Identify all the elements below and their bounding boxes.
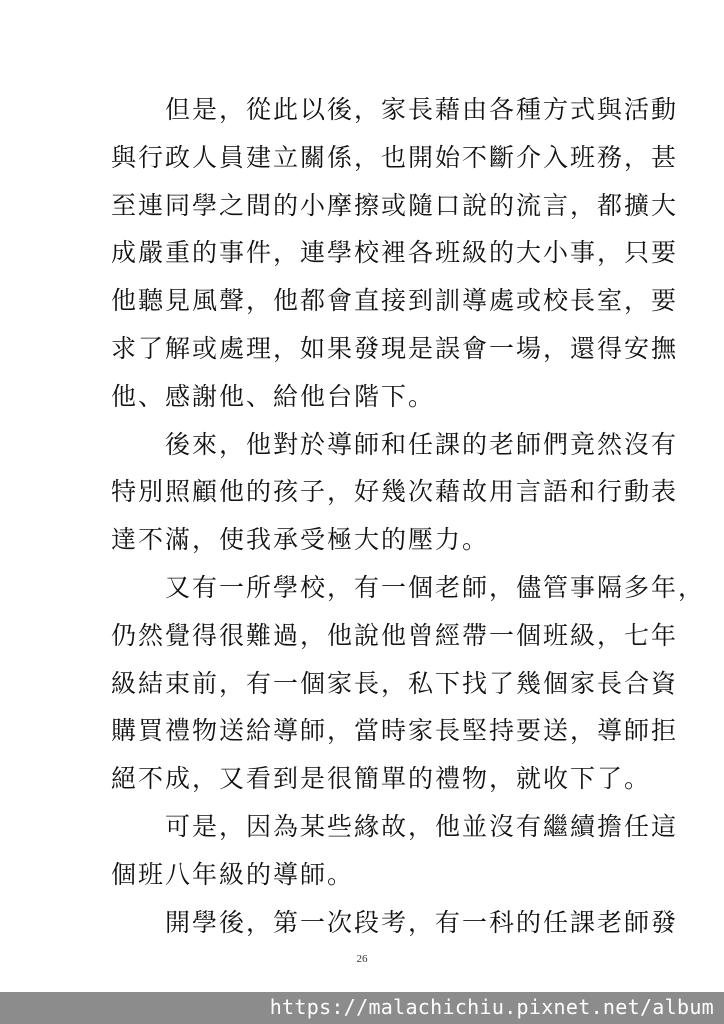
text-line: 絕不成，又看到是很簡單的禮物，就收下了。 <box>111 764 652 794</box>
body-text <box>111 86 706 946</box>
text-line: 仍然覺得很難過，他說他曾經帶一個班級，七年 <box>111 620 679 650</box>
text-line: 又有一所學校，有一個老師，儘管事隔多年， <box>111 572 706 602</box>
text-line: 至連同學之間的小摩擦或隨口說的流言，都擴大 <box>111 190 679 220</box>
text-line: 開學後，第一次段考，有一科的任課老師發 <box>111 907 679 937</box>
text-line: 與行政人員建立關係，也開始不斷介入班務，甚 <box>111 142 679 172</box>
text-line: 個班八年級的導師。 <box>111 859 355 889</box>
page-number: 26 <box>356 953 368 965</box>
text-line: 可是，因為某些緣故，他並沒有繼續擔任這 <box>111 811 679 841</box>
text-line: 達不滿，使我承受極大的壓力。 <box>111 525 490 555</box>
text-line: 他、感謝他、給他台階下。 <box>111 381 436 411</box>
watermark-bar <box>0 992 724 1024</box>
text-line: 他聽見風聲，他都會直接到訓導處或校長室，要 <box>111 286 679 316</box>
watermark-url: https://malachichiu.pixnet.net/album <box>269 995 714 1019</box>
text-line: 特別照顧他的孩子，好幾次藉故用言語和行動表 <box>111 477 679 507</box>
text-line: 但是，從此以後，家長藉由各種方式與活動 <box>111 95 679 124</box>
text-line: 成嚴重的事件，連學校裡各班級的大小事，只要 <box>111 238 679 268</box>
text-line: 購買禮物送給導師，當時家長堅持要送，導師拒 <box>111 716 679 746</box>
text-line: 後來，他對於導師和任課的老師們竟然沒有 <box>111 429 679 459</box>
text-line: 級結束前，有一個家長，私下找了幾個家長合資 <box>111 668 679 698</box>
text-line: 求了解或處理，如果發現是誤會一場，還得安撫 <box>111 333 679 363</box>
